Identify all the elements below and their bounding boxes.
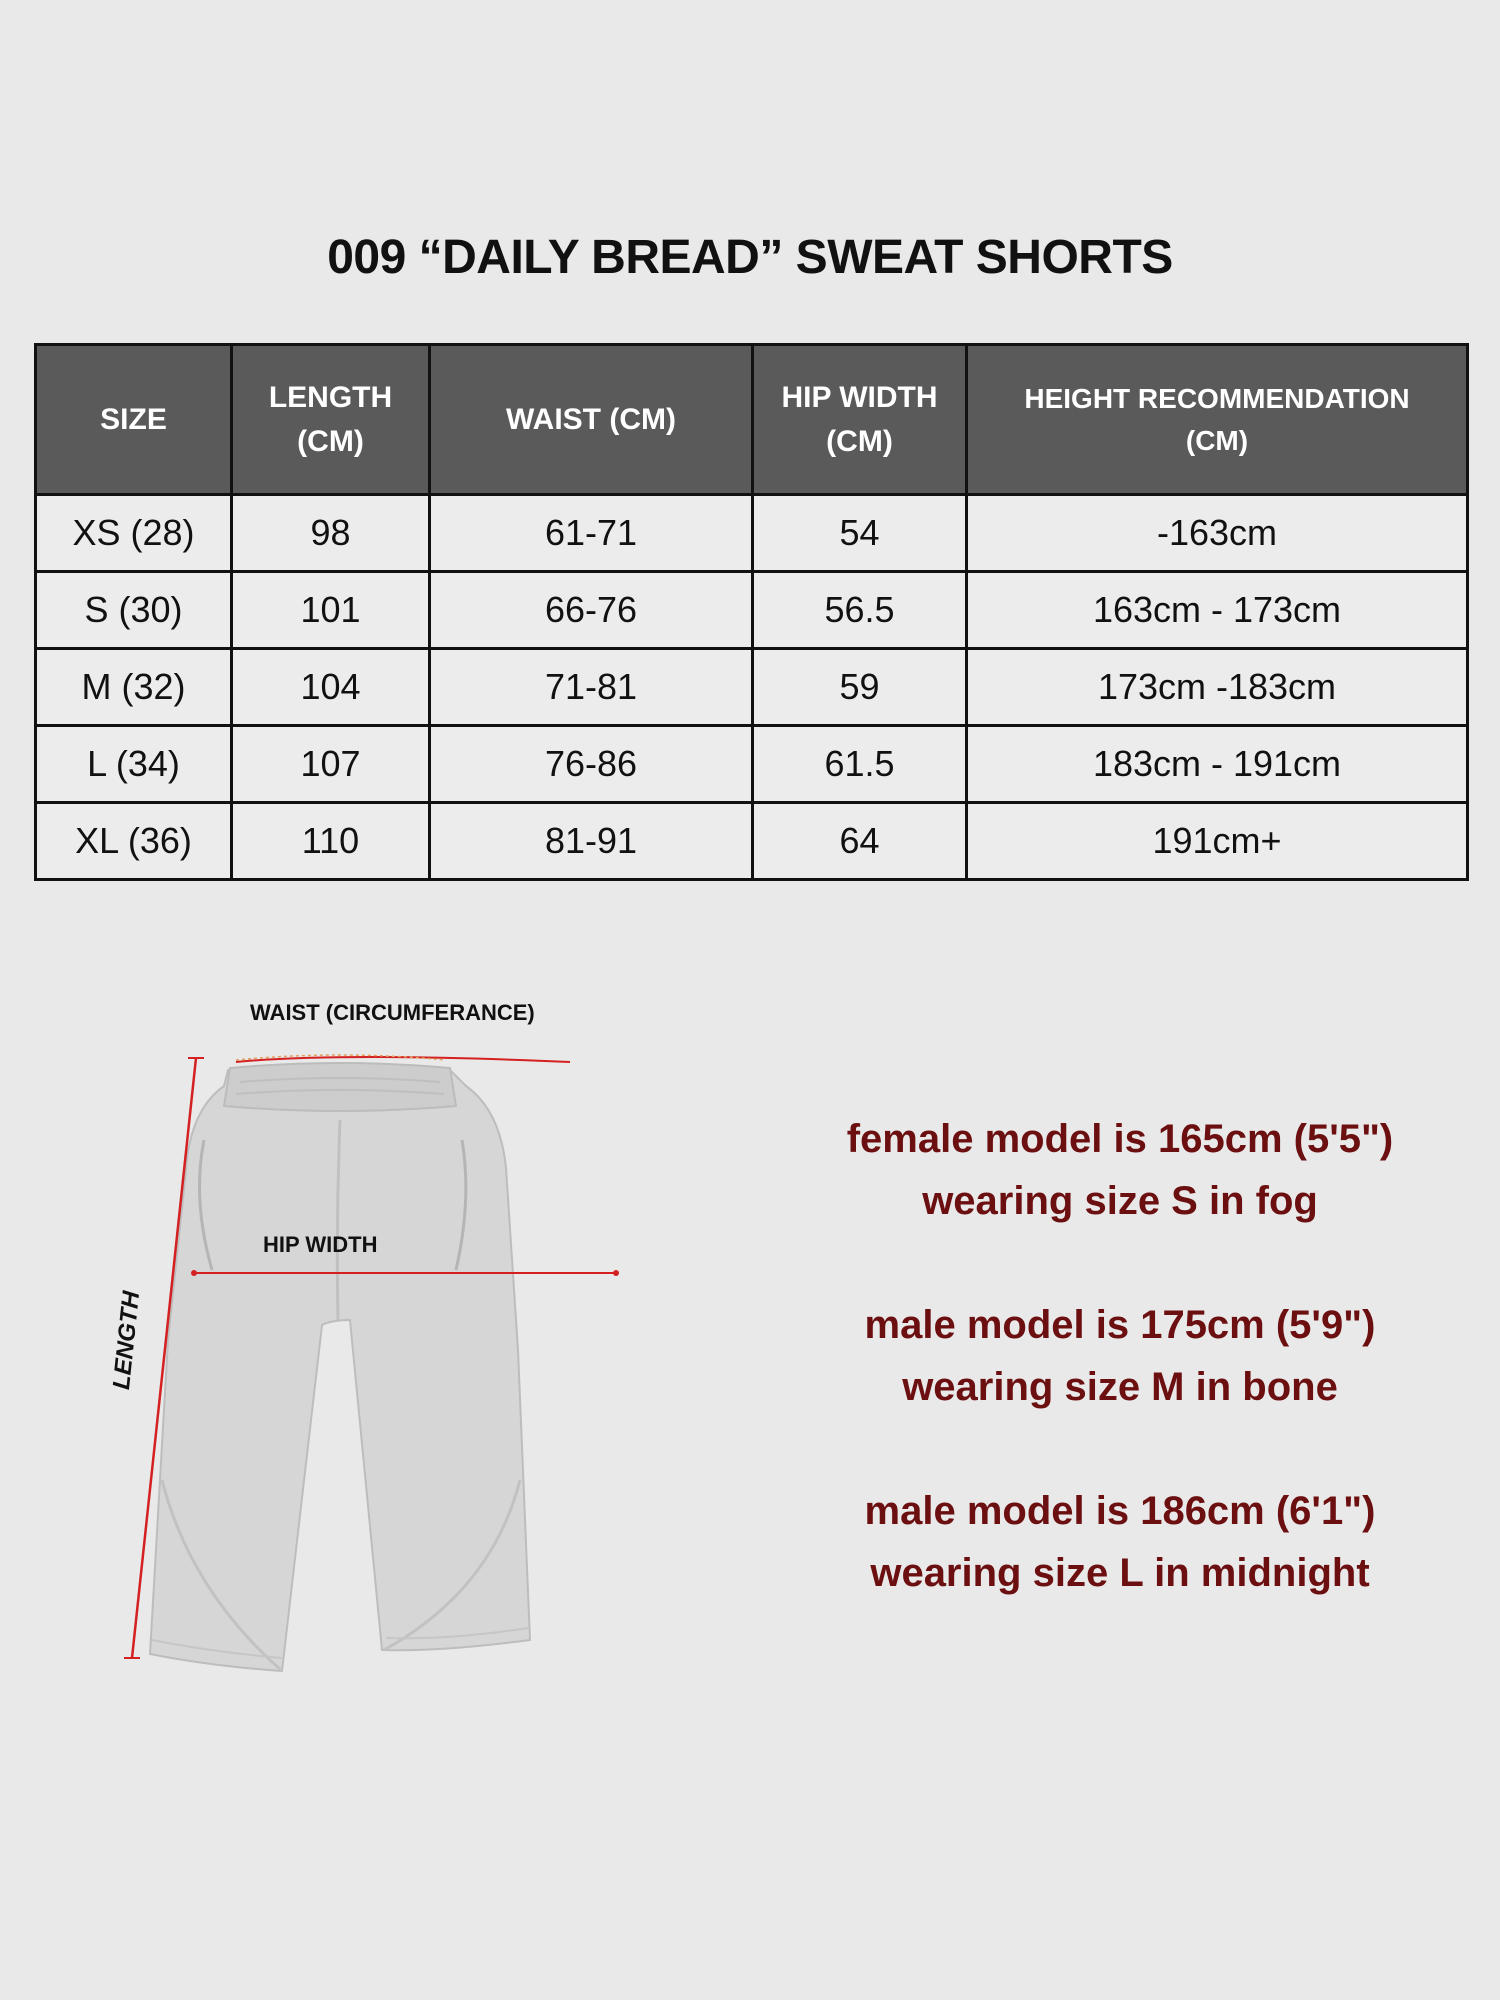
cell-size: L (34)	[36, 726, 232, 803]
header-height-recommendation: HEIGHT RECOMMENDATION (CM)	[967, 345, 1468, 495]
cell-hip-width: 61.5	[753, 726, 967, 803]
header-length: LENGTH (CM)	[232, 345, 430, 495]
cell-waist: 76-86	[430, 726, 753, 803]
cell-height-recommendation: -163cm	[967, 495, 1468, 572]
cell-height-recommendation: 163cm - 173cm	[967, 572, 1468, 649]
waist-label: WAIST (CIRCUMFERANCE)	[250, 1000, 535, 1025]
size-chart-table	[34, 343, 1469, 881]
cell-size: XL (36)	[36, 803, 232, 880]
length-label: LENGTH	[108, 1289, 146, 1391]
header-size: SIZE	[36, 345, 232, 495]
cell-length: 110	[232, 803, 430, 880]
hip-width-label: HIP WIDTH	[263, 1232, 378, 1257]
model-note	[740, 1480, 1500, 1604]
header-waist: WAIST (CM)	[430, 345, 753, 495]
cell-hip-width: 54	[753, 495, 967, 572]
table-row	[36, 649, 1468, 726]
cell-hip-width: 64	[753, 803, 967, 880]
cell-length: 107	[232, 726, 430, 803]
cell-height-recommendation: 183cm - 191cm	[967, 726, 1468, 803]
table-header-row	[36, 345, 1468, 495]
cell-height-recommendation: 191cm+	[967, 803, 1468, 880]
cell-length: 101	[232, 572, 430, 649]
cell-waist: 61-71	[430, 495, 753, 572]
measurement-diagram	[100, 990, 660, 1690]
cell-size: XS (28)	[36, 495, 232, 572]
cell-length: 104	[232, 649, 430, 726]
model-note-size: wearing size L in midnight	[870, 1551, 1370, 1595]
cell-length: 98	[232, 495, 430, 572]
sweat-shorts-icon	[100, 990, 660, 1690]
model-note-height: female model is 165cm (5'5")	[846, 1117, 1394, 1161]
shorts-waistband	[224, 1063, 456, 1111]
waist-measure-line	[236, 1057, 570, 1062]
cell-size: M (32)	[36, 649, 232, 726]
page-title: 009 “DAILY BREAD” SWEAT SHORTS	[327, 231, 1173, 284]
model-note	[740, 1294, 1500, 1418]
cell-waist: 66-76	[430, 572, 753, 649]
table-row	[36, 726, 1468, 803]
model-note-height: male model is 186cm (6'1")	[864, 1489, 1376, 1533]
cell-height-recommendation: 173cm -183cm	[967, 649, 1468, 726]
table-row	[36, 495, 1468, 572]
header-hip-width: HIP WIDTH (CM)	[753, 345, 967, 495]
cell-waist: 71-81	[430, 649, 753, 726]
cell-hip-width: 56.5	[753, 572, 967, 649]
table-row	[36, 803, 1468, 880]
model-notes	[740, 1108, 1500, 1666]
cell-size: S (30)	[36, 572, 232, 649]
table-row	[36, 572, 1468, 649]
model-note-size: wearing size S in fog	[922, 1179, 1318, 1223]
model-note	[740, 1108, 1500, 1232]
model-note-size: wearing size M in bone	[902, 1365, 1338, 1409]
cell-waist: 81-91	[430, 803, 753, 880]
cell-hip-width: 59	[753, 649, 967, 726]
model-note-height: male model is 175cm (5'9")	[864, 1303, 1376, 1347]
